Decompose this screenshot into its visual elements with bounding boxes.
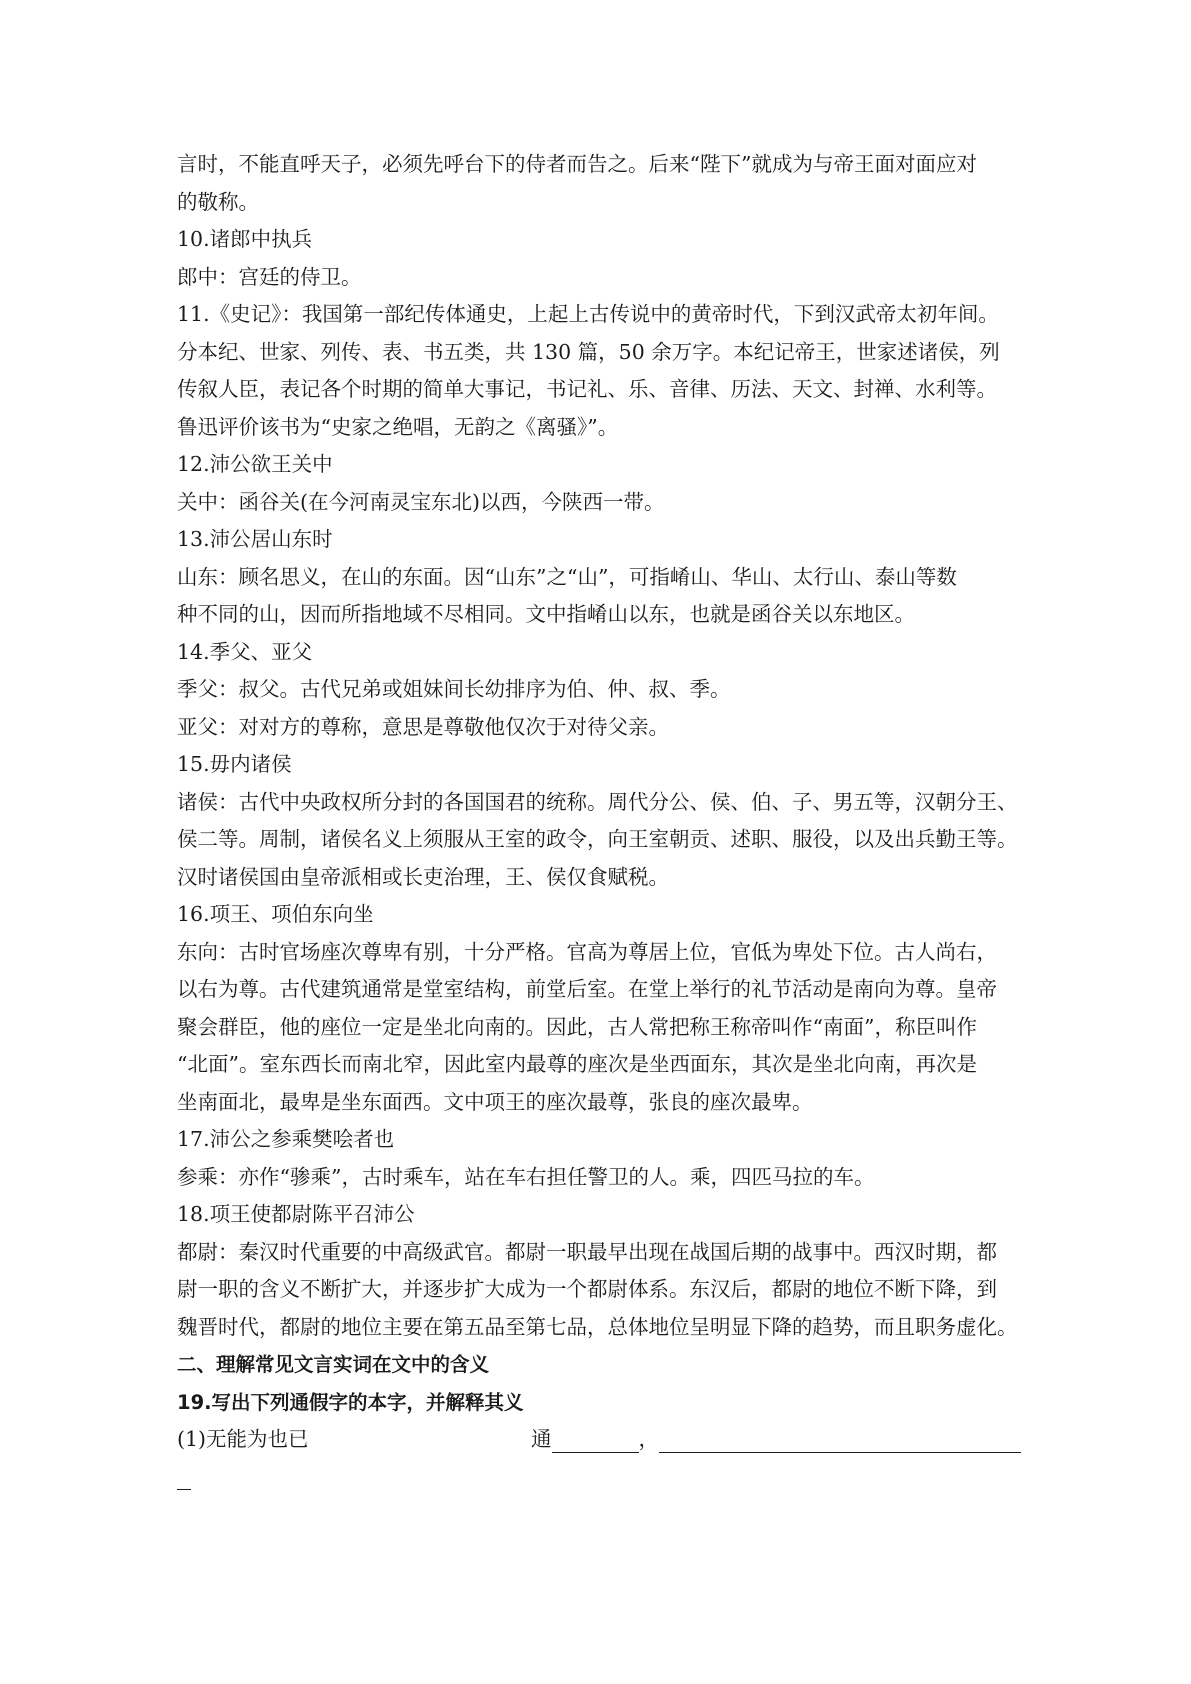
text-line: 以右为尊。古代建筑通常是堂室结构，前堂后室。在堂上举行的礼节活动是南向为尊。皇帝 xyxy=(177,977,997,1001)
text-line: 亚父：对对方的尊称，意思是尊敬他仅次于对待父亲。 xyxy=(177,714,669,739)
entry-title: 13.沛公居山东时 xyxy=(177,527,333,551)
answer-blank-overflow[interactable] xyxy=(177,1465,191,1490)
text-line: 都尉：秦汉时代重要的中高级武官。都尉一职最早出现在战国后期的战事中。西汉时期，都 xyxy=(177,1239,997,1264)
fill-in-row-continuation xyxy=(177,1459,1037,1497)
section-heading: 二、理解常见文言实词在文中的含义 xyxy=(177,1353,490,1376)
text-line: 郎中：宫廷的侍卫。 xyxy=(177,264,362,289)
entry-title: 14.季父、亚父 xyxy=(177,639,313,664)
text-line: 传叙人臣，表记各个时期的简单大事记，书记礼、乐、音律、历法、天文、封禅、水利等。 xyxy=(177,377,997,401)
text-line: 言时，不能直呼天子，必须先呼台下的侍者而告之。后来“陛下”就成为与帝王面对面应对 xyxy=(177,152,977,176)
text-line: 魏晋时代，都尉的地位主要在第五品至第七品，总体地位呈明显下降的趋势，而且职务虚化。 xyxy=(177,1314,1018,1339)
text-line: “北面”。室东西长而南北窄，因此室内最尊的座次是坐西面东，其次是坐北向南，再次是 xyxy=(177,1052,977,1076)
text-line: 尉一职的含义不断扩大，并逐步扩大成为一个都尉体系。东汉后，都尉的地位不断下降，到 xyxy=(177,1277,997,1301)
entry-title: 15.毋内诸侯 xyxy=(177,752,292,776)
text-line: 东向：古时官场座次尊卑有别，十分严格。官高为尊居上位，官低为卑处下位。古人尚右， xyxy=(177,939,997,964)
text-line: 坐南面北，最卑是坐东面西。文中项王的座次最尊，张良的座次最卑。 xyxy=(177,1089,813,1114)
answer-blank-meaning[interactable] xyxy=(659,1428,1021,1453)
text-line: 11.《史记》：我国第一部纪传体通史，上起上古传说中的黄帝时代，下到汉武帝太初年间。 xyxy=(177,302,999,326)
text-line: 季父：叔父。古代兄弟或姐妹间长幼排序为伯、仲、叔、季。 xyxy=(177,677,731,701)
answer-area xyxy=(531,1421,1021,1459)
text-line: 汉时诸侯国由皇帝派相或长吏治理，王、侯仅食赋税。 xyxy=(177,864,669,889)
entry-title: 17.沛公之参乘樊哙者也 xyxy=(177,1127,395,1151)
entry-title: 18.项王使都尉陈平召沛公 xyxy=(177,1202,415,1226)
text-line: 诸侯：古代中央政权所分封的各国国君的统称。周代分公、侯、伯、子、男五等，汉朝分王、 xyxy=(177,789,1018,814)
text-line: 参乘：亦作“骖乘”，古时乘车，站在车右担任警卫的人。乘，四匹马拉的车。 xyxy=(177,1164,875,1189)
text-line: 聚会群臣，他的座位一定是坐北向南的。因此，古人常把称王称帝叫作“南面”，称臣叫作 xyxy=(177,1014,977,1039)
text-line: 侯二等。周制，诸侯名义上须服从王室的政令，向王室朝贡、述职、服役，以及出兵勤王等。 xyxy=(177,827,1018,851)
comma-separator: ， xyxy=(638,1427,659,1451)
entry-title: 16.项王、项伯东向坐 xyxy=(177,902,374,926)
text-line: 鲁迅评价该书为“史家之绝唱，无韵之《离骚》”。 xyxy=(177,414,619,439)
entry-title: 10.诸郎中执兵 xyxy=(177,227,313,251)
entry-title: 12.沛公欲王关中 xyxy=(177,452,333,476)
text-line: 分本纪、世家、列传、表、书五类，共 130 篇，50 余万字。本纪记帝王，世家述诸侯，列 xyxy=(177,339,1000,364)
tong-label: 通 xyxy=(531,1427,552,1451)
question-title: 19.写出下列通假字的本字，并解释其义 xyxy=(177,1390,524,1414)
text-line: 山东：顾名思义，在山的东面。因“山东”之“山”，可指崤山、华山、太行山、泰山等数 xyxy=(177,564,957,589)
text-line: 的敬称。 xyxy=(177,189,259,214)
fill-in-row xyxy=(177,1421,1037,1459)
text-line: 种不同的山，因而所指地域不尽相同。文中指崤山以东，也就是函谷关以东地区。 xyxy=(177,602,915,626)
question-phrase: (1)无能为也已 xyxy=(177,1427,309,1451)
answer-blank-character[interactable] xyxy=(552,1428,639,1453)
text-line: 关中：函谷关(在今河南灵宝东北)以西，今陕西一带。 xyxy=(177,489,665,514)
document-body xyxy=(177,146,1037,1496)
